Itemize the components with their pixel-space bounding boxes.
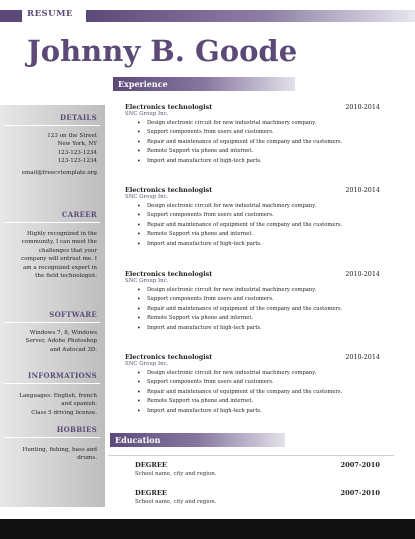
job-title: Electronics technologist: [125, 186, 213, 194]
job-company: SNC Group Inc.: [125, 194, 169, 200]
address-line-2: New York, NY: [57, 141, 97, 148]
phone-2: 123-123-1234: [57, 158, 97, 165]
degree-dates: 2007-2010: [340, 461, 380, 469]
info-line: and spanish.: [61, 401, 97, 408]
sidebar: [0, 105, 105, 507]
education-divider: [108, 455, 394, 456]
job-bullet: • Design electronic circuit for new industrial machinery company.: [125, 202, 380, 211]
job-bullet: • Repair and maintenance of equipment of the company and the customers.: [125, 221, 380, 230]
career-line: community, I can meet the: [21, 239, 97, 246]
education-heading: Education: [110, 433, 285, 447]
job-dates: 2010-2014: [345, 270, 380, 278]
email: email@freecvtemplate.org: [21, 169, 97, 176]
career-line: challenges that your: [38, 247, 97, 254]
hobbies-block: [7, 446, 97, 463]
degree-dates: 2007-2010: [340, 489, 380, 497]
job-company: SNC Group Inc.: [125, 278, 169, 284]
phone-1: 123-123-1234: [57, 149, 97, 156]
job-dates: 2010-2014: [345, 186, 380, 194]
job-bullet: • Design electronic circuit for new industrial machinery company.: [125, 369, 380, 378]
job-bullets: [125, 119, 380, 166]
hobbies-line: Hunting, fishing, bass and: [22, 447, 97, 453]
job-bullet: • Repair and maintenance of equipment of the company and the customers.: [125, 388, 380, 397]
header-accent-bar-right: [86, 10, 415, 22]
details-heading: DETAILS: [59, 113, 97, 122]
degree-title: DEGREE: [135, 461, 167, 469]
job-bullet: • Remote Support via phone and internet.: [125, 397, 380, 406]
hobbies-line: drums.: [77, 455, 97, 462]
experience-heading: Experience: [113, 77, 295, 91]
software-divider: [4, 322, 100, 323]
degree-title: DEGREE: [135, 489, 167, 497]
job-dates: 2010-2014: [345, 353, 380, 361]
job-bullet: • Remote Support via phone and internet.: [125, 230, 380, 239]
education-entry: [135, 461, 380, 479]
career-line: company will entrust me. I: [21, 256, 97, 263]
job-title: Electronics technologist: [125, 270, 213, 278]
software-line: Windows 7, 8, Windows: [29, 330, 97, 336]
job-bullet: • Design electronic circuit for new industrial machinery company.: [125, 286, 380, 295]
job-bullet: • Repair and maintenance of equipment of the company and the customers.: [125, 138, 380, 147]
resume-tag: RESUME: [27, 9, 73, 19]
job-entry: [125, 353, 380, 416]
address-line-1: 123 on the Street: [47, 133, 97, 139]
hobbies-heading: HOBBIES: [56, 425, 97, 434]
job-entry: [125, 186, 380, 249]
info-line: Languages: English, french: [19, 393, 97, 399]
job-title: Electronics technologist: [125, 103, 213, 111]
job-bullet: • Support components from users and customers.: [125, 295, 380, 304]
header-accent-bar-left: [0, 10, 22, 22]
software-block: [7, 329, 97, 354]
info-line: Class 5 driving license.: [31, 409, 97, 416]
job-bullet: • Remote Support via phone and internet.: [125, 147, 380, 156]
school-name: School name, city and region.: [135, 499, 217, 505]
job-bullet: • Import and manufacture of high-tech parts.: [125, 157, 380, 166]
career-divider: [4, 222, 100, 223]
career-heading: CAREER: [61, 210, 97, 219]
job-dates: 2010-2014: [345, 103, 380, 111]
software-heading: SOFTWARE: [49, 310, 97, 319]
informations-heading: INFORMATIONS: [28, 371, 97, 380]
details-divider: [4, 125, 100, 126]
software-line: and Autocad 3D.: [49, 346, 97, 353]
informations-divider: [4, 383, 100, 384]
page-bottom-band: [0, 519, 415, 539]
hobbies-divider: [4, 437, 100, 438]
job-bullet: • Repair and maintenance of equipment of the company and the customers.: [125, 305, 380, 314]
job-bullet: • Import and manufacture of high-tech parts.: [125, 407, 380, 416]
software-line: Server, Adobe Photoshop: [25, 338, 97, 345]
candidate-name: Johnny B. Goode: [27, 34, 298, 68]
informations-block: [7, 392, 97, 417]
job-bullet: • Support components from users and customers.: [125, 128, 380, 137]
school-name: School name, city and region.: [135, 471, 217, 477]
job-bullet: • Support components from users and customers.: [125, 211, 380, 220]
job-bullet: • Import and manufacture of high-tech parts.: [125, 240, 380, 249]
career-line: am a recognized expert in: [22, 264, 97, 271]
details-block: [7, 132, 97, 177]
job-bullets: [125, 369, 380, 416]
job-title: Electronics technologist: [125, 353, 213, 361]
job-bullet: • Remote Support via phone and internet.: [125, 314, 380, 323]
job-company: SNC Group Inc.: [125, 361, 169, 367]
job-bullet: • Support components from users and customers.: [125, 378, 380, 387]
career-line: Highly recognized in the: [27, 231, 97, 237]
career-block: [7, 230, 97, 280]
education-entry: [135, 489, 380, 507]
job-entry: [125, 103, 380, 166]
career-line: the field technologist.: [35, 273, 97, 280]
job-company: SNC Group Inc.: [125, 111, 169, 117]
job-bullet: • Design electronic circuit for new industrial machinery company.: [125, 119, 380, 128]
job-bullets: [125, 286, 380, 333]
job-bullets: [125, 202, 380, 249]
job-entry: [125, 270, 380, 333]
job-bullet: • Import and manufacture of high-tech parts.: [125, 324, 380, 333]
